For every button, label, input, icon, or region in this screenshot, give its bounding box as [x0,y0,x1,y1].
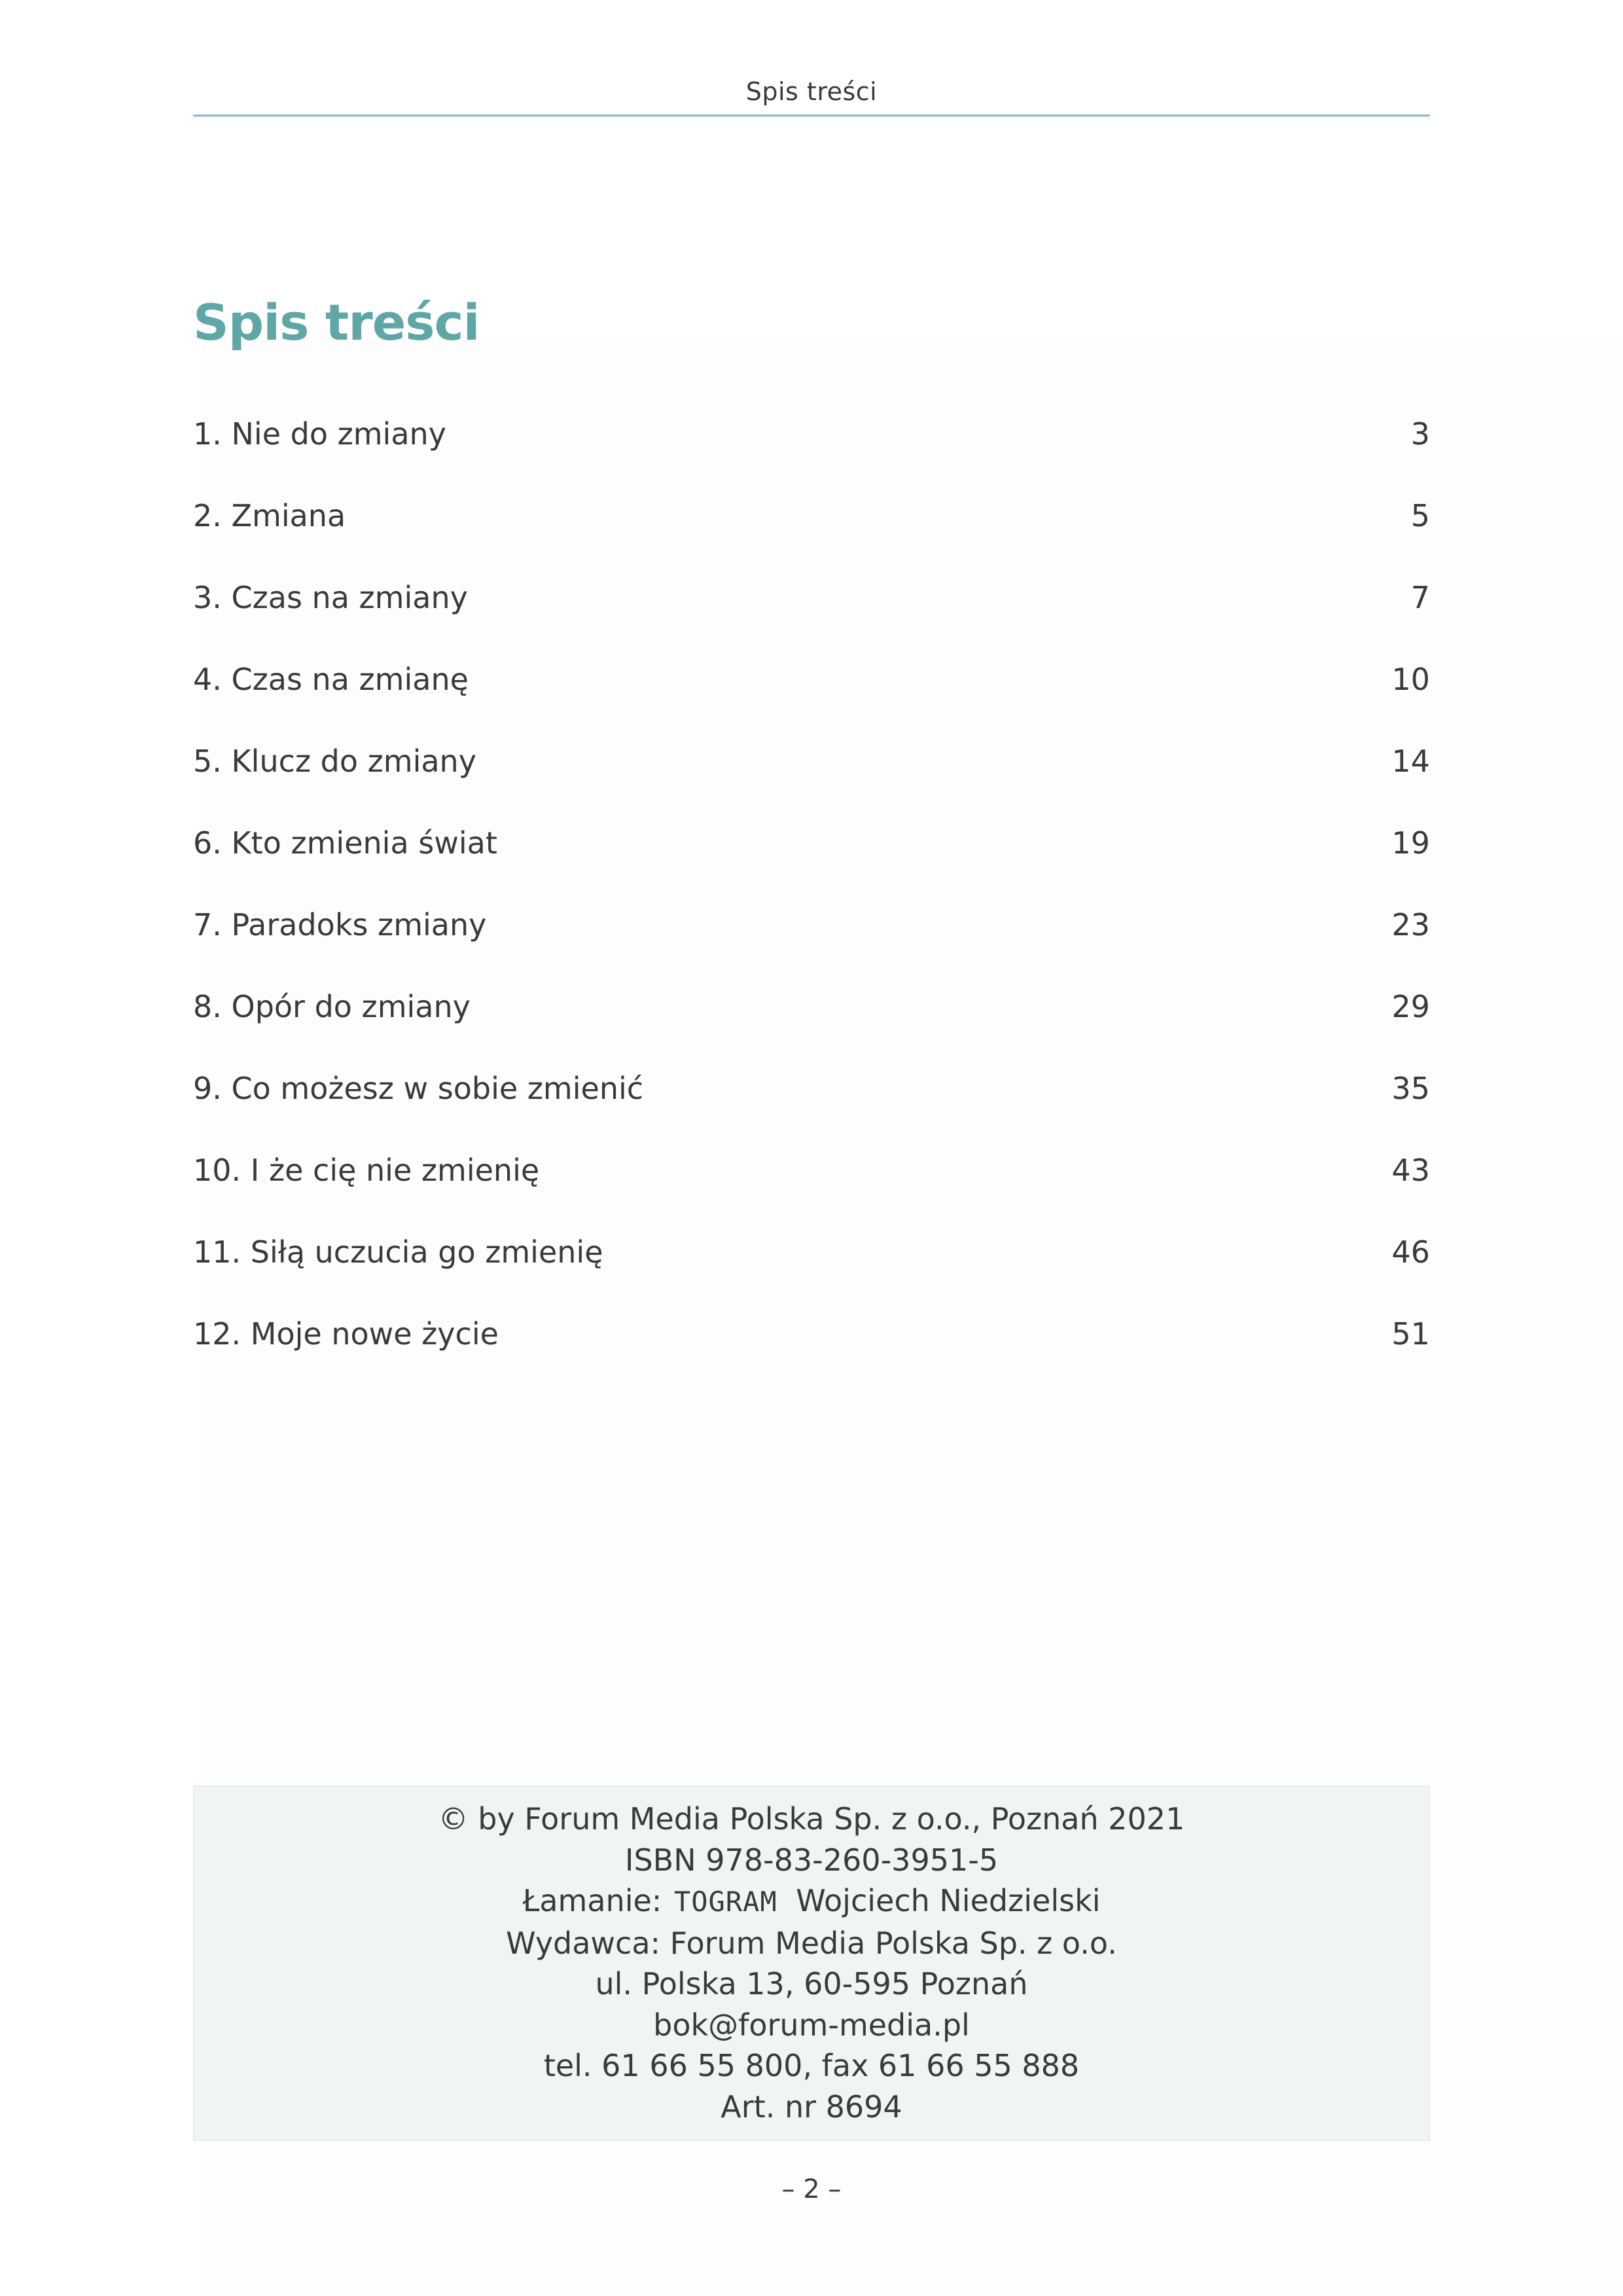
typesetting-line [194,1880,1429,1923]
toc-entry-page: 46 [1391,1234,1430,1270]
running-header: Spis treści [745,77,878,106]
toc-entry[interactable] [193,965,1430,1047]
typesetting-label: Łamanie: [522,1883,662,1918]
phone-line: tel. 61 66 55 800, fax 61 66 55 888 [543,2048,1080,2083]
email-line[interactable]: bok@forum-media.pl [653,2007,970,2043]
toc-entry[interactable] [193,720,1430,802]
header-divider [193,115,1430,117]
toc-entry-page: 10 [1391,661,1430,697]
toc-entry-label: 9. Co możesz w sobie zmienić [193,1070,644,1106]
toc-entry[interactable] [193,1129,1430,1211]
toc-entry[interactable] [193,1047,1430,1129]
toc-entry-label: 1. Nie do zmiany [193,416,446,452]
toc-entry[interactable] [193,1293,1430,1374]
isbn-line: ISBN 978-83-260-3951-5 [624,1842,999,1878]
toc-entry-page: 7 [1410,579,1430,615]
toc-entry[interactable] [193,802,1430,884]
toc-entry-page: 23 [1391,906,1430,942]
article-number-line: Art. nr 8694 [721,2089,902,2125]
imprint-box [193,1785,1430,2141]
toc-entry[interactable] [193,884,1430,965]
toc-entry-label: 12. Moje nowe życie [193,1316,499,1352]
toc-entry[interactable] [193,1211,1430,1293]
page-number: – 2 – [781,2174,842,2204]
toc-entry-label: 3. Czas na zmiany [193,579,468,615]
toc-entry-page: 51 [1391,1316,1430,1352]
toc-entry-label: 2. Zmiana [193,497,346,533]
toc-entry-label: 5. Klucz do zmiany [193,743,476,779]
toc-entry-label: 11. Siłą uczucia go zmienię [193,1234,603,1270]
toc-entry-page: 5 [1410,497,1430,533]
toc-entry-label: 7. Paradoks zmiany [193,906,487,942]
toc-entry-label: 6. Kto zmienia świat [193,825,497,861]
toc-list [193,393,1430,1374]
toc-entry[interactable] [193,475,1430,556]
toc-entry[interactable] [193,393,1430,475]
toc-entry-page: 35 [1391,1070,1430,1106]
toc-entry-label: 10. I że cię nie zmienię [193,1152,540,1188]
toc-entry-label: 8. Opór do zmiany [193,988,471,1024]
toc-entry-page: 14 [1391,743,1430,779]
toc-entry-page: 19 [1391,825,1430,861]
toc-entry[interactable] [193,638,1430,720]
address-line: ul. Polska 13, 60-595 Poznań [595,1966,1028,2001]
tograms-logo: TOGRAM [673,1886,777,1918]
toc-entry-page: 43 [1391,1152,1430,1188]
typesetting-name: Wojciech Niedzielski [796,1883,1101,1918]
copyright-line: © by Forum Media Polska Sp. z o.o., Poznań 2021 [438,1801,1185,1837]
toc-entry-label: 4. Czas na zmianę [193,661,469,697]
toc-entry-page: 3 [1410,416,1430,452]
publisher-line: Wydawca: Forum Media Polska Sp. z o.o. [506,1925,1117,1961]
toc-entry[interactable] [193,556,1430,638]
toc-entry-page: 29 [1391,988,1430,1024]
toc-title: Spis treści [193,293,480,351]
